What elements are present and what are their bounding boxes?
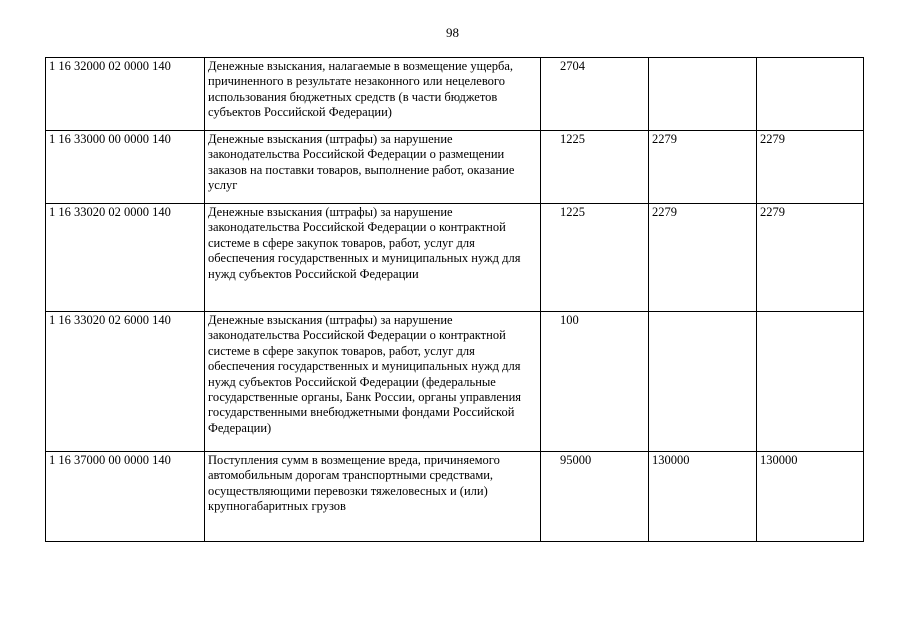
table-row: [46, 131, 864, 204]
value-cell-1: 1225: [541, 131, 649, 204]
table-row: [46, 204, 864, 312]
value-cell-3: 2279: [757, 131, 864, 204]
description-cell: Денежные взыскания (штрафы) за нарушение законодательства Российской Федерации о контрактной системе в сфере закупок товаров, работ, услуг для обеспечения государственных и муниципальных нужд для нужд субъектов Российской Федерации (федеральные государственные органы, Банк России, органы управления государственными внебюджетными фондами Российской Федерации): [205, 312, 541, 452]
value-cell-3: 2279: [757, 204, 864, 312]
description-cell: Денежные взыскания, налагаемые в возмещение ущерба, причиненного в результате незаконного или нецелевого использования бюджетных средств (в части бюджетов субъектов Российской Федерации): [205, 58, 541, 131]
budget-code-cell: 1 16 33000 00 0000 140: [46, 131, 205, 204]
budget-code-cell: 1 16 32000 02 0000 140: [46, 58, 205, 131]
value-cell-2: [649, 312, 757, 452]
description-cell: Поступления сумм в возмещение вреда, причиняемого автомобильным дорогам транспортными средствами, осуществляющими перевозки тяжеловесных и (или) крупногабаритных грузов: [205, 452, 541, 542]
budget-code-cell: 1 16 33020 02 0000 140: [46, 204, 205, 312]
value-cell-1: 100: [541, 312, 649, 452]
value-cell-2: 2279: [649, 204, 757, 312]
description-cell: Денежные взыскания (штрафы) за нарушение законодательства Российской Федерации о размещении заказов на поставки товаров, выполнение работ, оказание услуг: [205, 131, 541, 204]
value-cell-2: [649, 58, 757, 131]
value-cell-3: [757, 312, 864, 452]
table-row: [46, 452, 864, 542]
value-cell-3: [757, 58, 864, 131]
table-row: [46, 58, 864, 131]
value-cell-3: 130000: [757, 452, 864, 542]
budget-code-cell: 1 16 33020 02 6000 140: [46, 312, 205, 452]
value-cell-1: 1225: [541, 204, 649, 312]
value-cell-1: 2704: [541, 58, 649, 131]
description-cell: Денежные взыскания (штрафы) за нарушение законодательства Российской Федерации о контрактной системе в сфере закупок товаров, работ, услуг для обеспечения государственных и муниципальных нужд для нужд субъектов Российской Федерации: [205, 204, 541, 312]
budget-code-cell: 1 16 37000 00 0000 140: [46, 452, 205, 542]
value-cell-1: 95000: [541, 452, 649, 542]
value-cell-2: 2279: [649, 131, 757, 204]
table-row: [46, 312, 864, 452]
page-number: 98: [446, 25, 459, 40]
revenue-table: [45, 57, 864, 542]
value-cell-2: 130000: [649, 452, 757, 542]
